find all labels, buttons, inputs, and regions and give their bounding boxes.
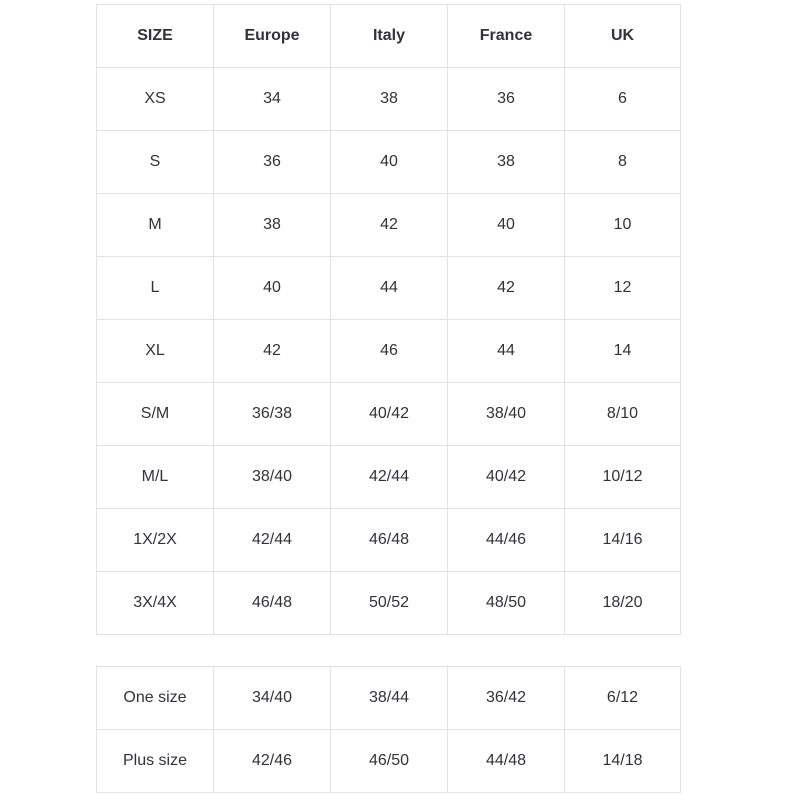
cell-italy: 40 — [331, 131, 448, 194]
column-header-uk: UK — [565, 5, 681, 68]
cell-uk: 10/12 — [565, 446, 681, 509]
row-label: S — [97, 131, 214, 194]
cell-france: 38 — [448, 131, 565, 194]
cell-italy: 44 — [331, 257, 448, 320]
row-label: M/L — [97, 446, 214, 509]
row-label: XL — [97, 320, 214, 383]
cell-france: 38/40 — [448, 383, 565, 446]
cell-italy: 42 — [331, 194, 448, 257]
table-row — [97, 509, 681, 572]
cell-europe: 42 — [214, 320, 331, 383]
cell-uk: 12 — [565, 257, 681, 320]
cell-europe: 46/48 — [214, 572, 331, 635]
table-row — [97, 667, 681, 730]
cell-europe: 42/46 — [214, 730, 331, 793]
cell-france: 44/46 — [448, 509, 565, 572]
cell-uk: 14/18 — [565, 730, 681, 793]
table-header-row — [97, 5, 681, 68]
cell-france: 40 — [448, 194, 565, 257]
row-label: Plus size — [97, 730, 214, 793]
column-header-france: France — [448, 5, 565, 68]
column-header-europe: Europe — [214, 5, 331, 68]
cell-france: 42 — [448, 257, 565, 320]
cell-europe: 34 — [214, 68, 331, 131]
cell-europe: 36/38 — [214, 383, 331, 446]
table-row — [97, 131, 681, 194]
table-row — [97, 383, 681, 446]
row-label: XS — [97, 68, 214, 131]
cell-uk: 8 — [565, 131, 681, 194]
cell-italy: 46/50 — [331, 730, 448, 793]
cell-europe: 38/40 — [214, 446, 331, 509]
table-row — [97, 194, 681, 257]
row-label: M — [97, 194, 214, 257]
cell-france: 48/50 — [448, 572, 565, 635]
row-label: L — [97, 257, 214, 320]
cell-italy: 40/42 — [331, 383, 448, 446]
cell-italy: 46 — [331, 320, 448, 383]
cell-france: 44/48 — [448, 730, 565, 793]
table-gap — [96, 635, 704, 666]
table-row — [97, 68, 681, 131]
column-header-size: SIZE — [97, 5, 214, 68]
cell-europe: 34/40 — [214, 667, 331, 730]
row-label: One size — [97, 667, 214, 730]
cell-france: 36 — [448, 68, 565, 131]
table-row — [97, 446, 681, 509]
cell-france: 40/42 — [448, 446, 565, 509]
column-header-italy: Italy — [331, 5, 448, 68]
cell-italy: 42/44 — [331, 446, 448, 509]
cell-italy: 38/44 — [331, 667, 448, 730]
cell-italy: 46/48 — [331, 509, 448, 572]
cell-uk: 14 — [565, 320, 681, 383]
cell-europe: 38 — [214, 194, 331, 257]
row-label: 1X/2X — [97, 509, 214, 572]
row-label: S/M — [97, 383, 214, 446]
size-conversion-table — [96, 4, 681, 635]
cell-uk: 8/10 — [565, 383, 681, 446]
cell-uk: 18/20 — [565, 572, 681, 635]
cell-uk: 6 — [565, 68, 681, 131]
cell-italy: 50/52 — [331, 572, 448, 635]
cell-europe: 36 — [214, 131, 331, 194]
cell-uk: 14/16 — [565, 509, 681, 572]
cell-uk: 10 — [565, 194, 681, 257]
table-row — [97, 730, 681, 793]
cell-italy: 38 — [331, 68, 448, 131]
row-label: 3X/4X — [97, 572, 214, 635]
cell-europe: 42/44 — [214, 509, 331, 572]
cell-france: 44 — [448, 320, 565, 383]
cell-uk: 6/12 — [565, 667, 681, 730]
table-row — [97, 572, 681, 635]
size-conversion-table-secondary — [96, 666, 681, 793]
cell-europe: 40 — [214, 257, 331, 320]
table-row — [97, 257, 681, 320]
cell-france: 36/42 — [448, 667, 565, 730]
table-row — [97, 320, 681, 383]
